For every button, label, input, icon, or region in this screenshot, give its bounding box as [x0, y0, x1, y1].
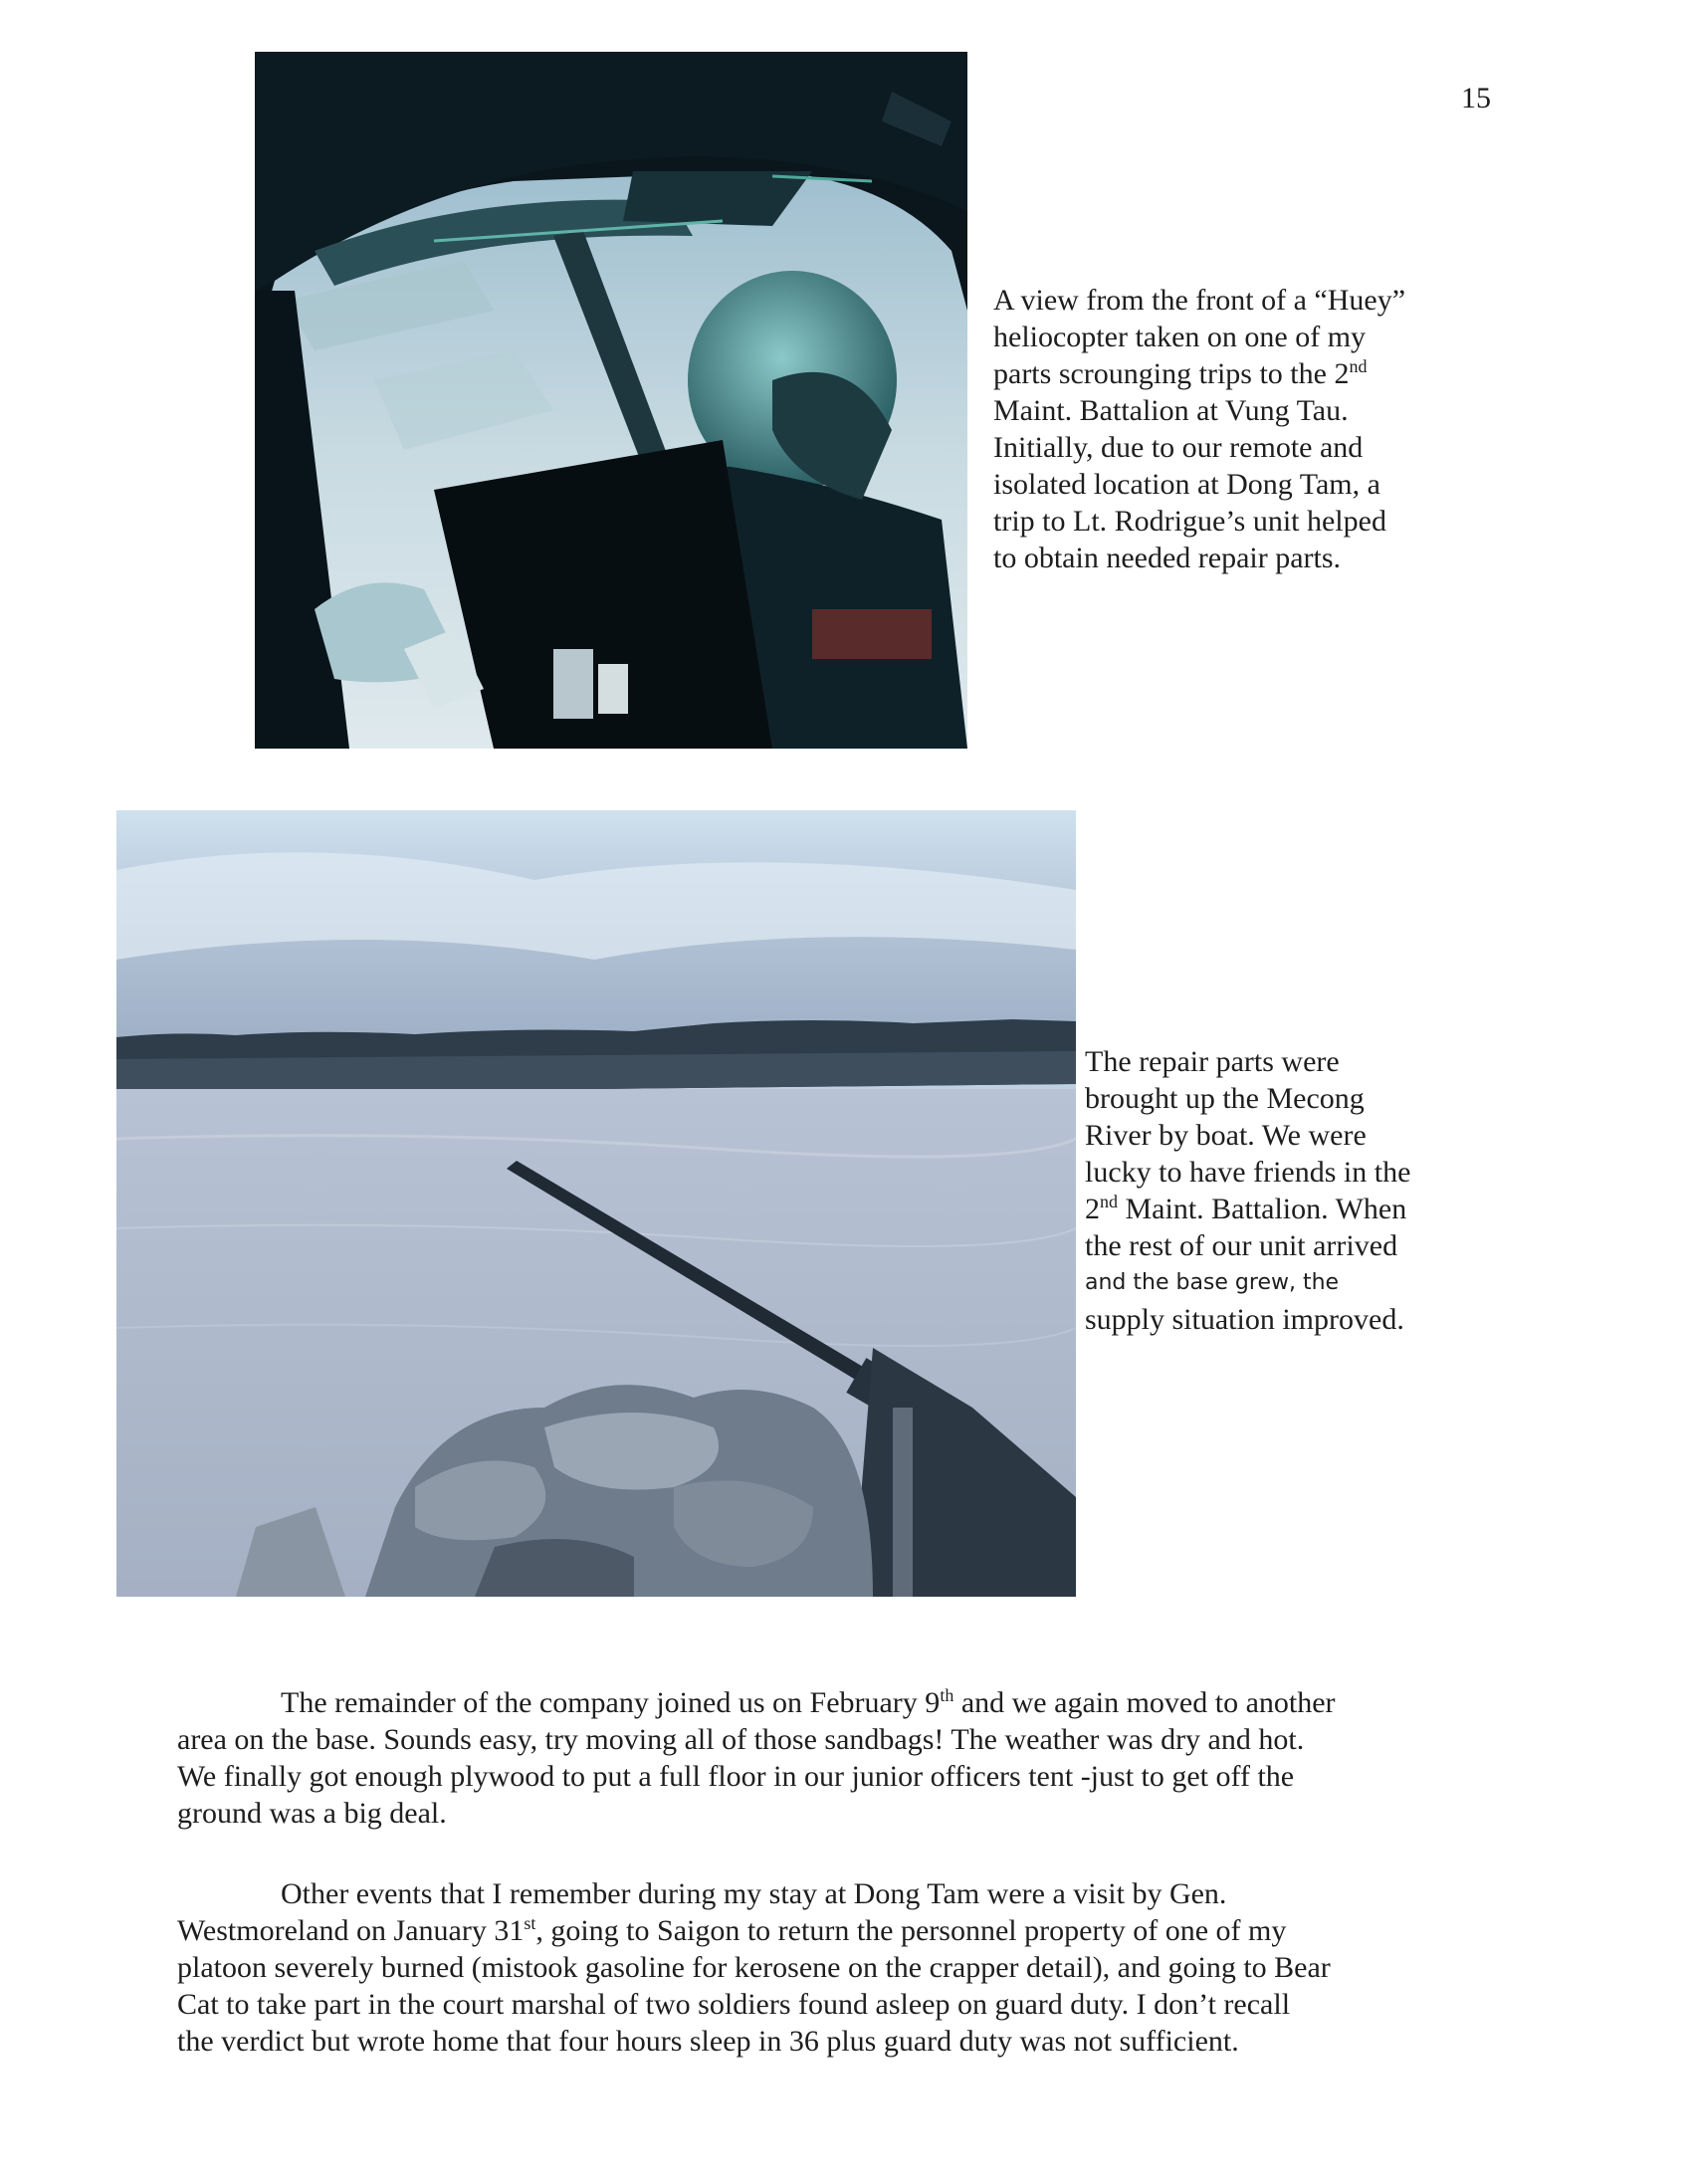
- caption-line: and the base grew, the: [1085, 1270, 1340, 1295]
- paragraph-line: [177, 1912, 1471, 1949]
- paragraph-line: area on the base. Sounds easy, try moving all of those sandbags! The weather was dry and hot.: [177, 1723, 1305, 1756]
- paragraph-text: The remainder of the company joined us on February 9: [281, 1686, 941, 1719]
- caption-line: The repair parts were: [1085, 1045, 1340, 1078]
- superscript: nd: [1100, 1192, 1118, 1211]
- caption-line: to obtain needed repair parts.: [993, 542, 1342, 574]
- paragraph-text: Westmoreland on January 31: [177, 1914, 525, 1947]
- caption-line: supply situation improved.: [1085, 1303, 1404, 1336]
- caption-line: heliocopter taken on one of my: [993, 321, 1367, 353]
- caption-line: Initially, due to our remote and: [993, 431, 1364, 464]
- caption-line: [993, 355, 1461, 392]
- page-number: 15: [1461, 82, 1491, 114]
- paragraph-line: [177, 1684, 1471, 1721]
- caption-line: the rest of our unit arrived: [1085, 1229, 1398, 1262]
- paragraph-line: Cat to take part in the court marshal of two soldiers found asleep on guard duty. I don’t recall: [177, 1988, 1291, 2021]
- caption-line: brought up the Mecong: [1085, 1082, 1365, 1115]
- caption-line: Maint. Battalion at Vung Tau.: [993, 394, 1349, 427]
- body-paragraph-2: [177, 1875, 1471, 2060]
- paragraph-line: We finally got enough plywood to put a full floor in our junior officers tent -just to get off the: [177, 1760, 1295, 1793]
- helicopter-photo-caption: [993, 282, 1461, 576]
- superscript: st: [524, 1913, 536, 1933]
- river-photo-caption: [1085, 1043, 1483, 1338]
- caption-line-text: 2: [1085, 1193, 1100, 1225]
- caption-line: River by boat. We were: [1085, 1119, 1367, 1152]
- helicopter-cockpit-illustration: [255, 52, 967, 749]
- caption-line: lucky to have friends in the: [1085, 1156, 1411, 1189]
- caption-line: isolated location at Dong Tam, a: [993, 468, 1380, 501]
- superscript: nd: [1349, 356, 1368, 376]
- caption-line-text: Maint. Battalion. When: [1118, 1193, 1407, 1225]
- caption-line-text: parts scrounging trips to the 2: [993, 357, 1350, 390]
- paragraph-text: , going to Saigon to return the personnel property of one of my: [535, 1914, 1287, 1947]
- superscript: th: [940, 1685, 954, 1705]
- caption-line: [1085, 1191, 1483, 1227]
- helicopter-cockpit-photo: [255, 52, 967, 749]
- river-boat-illustration: [116, 810, 1076, 1597]
- river-boat-photo: [116, 810, 1076, 1597]
- paragraph-line: Other events that I remember during my stay at Dong Tam were a visit by Gen.: [281, 1877, 1227, 1910]
- paragraph-line: the verdict but wrote home that four hours sleep in 36 plus guard duty was not sufficient.: [177, 2025, 1239, 2058]
- paragraph-text: and we again moved to another: [953, 1686, 1336, 1719]
- paragraph-line: ground was a big deal.: [177, 1797, 447, 1830]
- body-paragraph-1: [177, 1684, 1471, 1832]
- caption-line: A view from the front of a “Huey”: [993, 284, 1406, 317]
- paragraph-line: platoon severely burned (mistook gasoline for kerosene on the crapper detail), and going to Bear: [177, 1951, 1331, 1984]
- caption-line: trip to Lt. Rodrigue’s unit helped: [993, 505, 1386, 538]
